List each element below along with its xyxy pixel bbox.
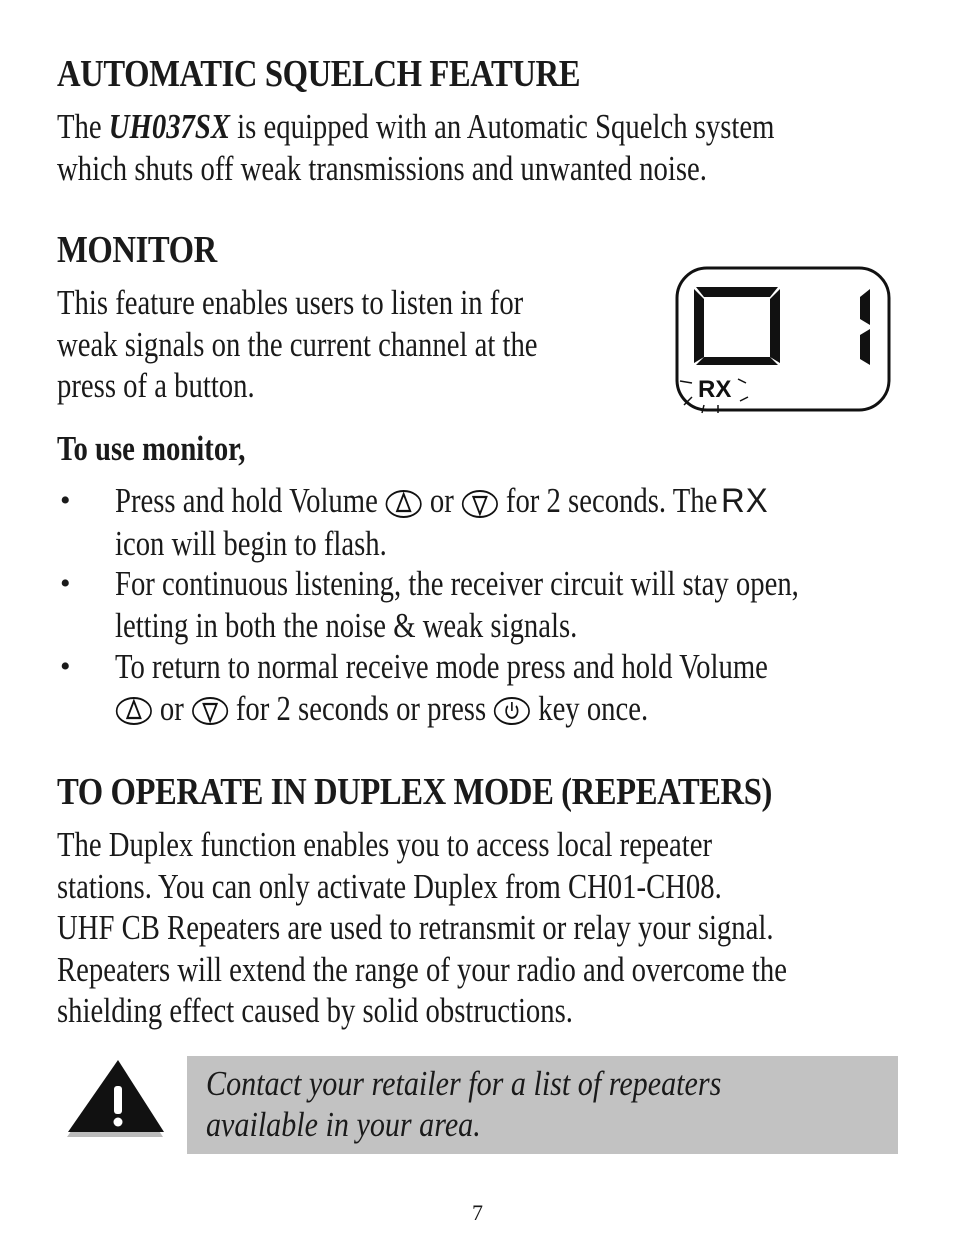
squelch-text [57, 106, 774, 189]
volume-down-key-icon [461, 489, 499, 519]
bullet-3-line-1: To return to normal receive mode press and hold Volume [115, 647, 768, 686]
bullet-2-text [115, 563, 799, 646]
bullet-2: • [60, 567, 71, 600]
bullet-1-line-1: Press and hold Volume or for 2 seconds. TheRX [115, 480, 761, 523]
duplex-heading: TO OPERATE IN DUPLEX MODE (REPEATERS) [57, 771, 772, 813]
lcd-display-illustration [672, 265, 894, 415]
duplex-line-1: The Duplex function enables you to access local repeater [57, 825, 713, 864]
duplex-line-4: Repeaters will extend the range of your radio and overcome the [57, 949, 787, 989]
bullet-2-line-2: letting in both the noise & weak signals. [115, 605, 578, 645]
note-text [206, 1063, 721, 1145]
bullet-1-line-2: icon will begin to flash. [115, 523, 387, 563]
monitor-intro [57, 282, 538, 407]
note-line-1: Contact your retailer for a list of repeaters [206, 1064, 722, 1103]
bullet-3: • [60, 650, 71, 683]
note-box [187, 1056, 898, 1154]
note-line-2: available in your area. [206, 1105, 481, 1144]
bullet-1-text [115, 480, 769, 564]
duplex-line-5: shielding effect caused by solid obstructions. [57, 991, 573, 1030]
duplex-line-3: UHF CB Repeaters are used to retransmit or relay your signal. [57, 908, 774, 947]
monitor-subheading: To use monitor, [57, 429, 246, 468]
bullet-3-text [115, 646, 768, 729]
lcd-rx-indicator: RX [698, 376, 732, 403]
duplex-text [57, 824, 787, 1032]
power-key-icon [493, 696, 531, 726]
bullet-3-line-2: or for 2 seconds or press key once. [115, 688, 768, 730]
monitor-line-3: press of a button. [57, 366, 255, 405]
volume-up-key-icon [385, 489, 423, 519]
warning-icon [62, 1056, 170, 1138]
page-number: 7 [472, 1200, 483, 1225]
volume-down-key-icon [191, 696, 229, 726]
model-name: UH037SX [108, 107, 231, 146]
squelch-heading: AUTOMATIC SQUELCH FEATURE [57, 53, 581, 95]
monitor-line-2: weak signals on the current channel at the [57, 324, 538, 364]
bullet-2-line-1: For continuous listening, the receiver circuit will stay open, [115, 564, 799, 603]
volume-up-key-icon [115, 696, 153, 726]
bullet-1: • [60, 484, 71, 517]
monitor-heading: MONITOR [57, 229, 217, 271]
duplex-line-2: stations. You can only activate Duplex from CH01-CH08. [57, 866, 722, 906]
squelch-line-1: The UH037SX is equipped with an Automatic Squelch system [57, 107, 775, 146]
squelch-line-2: which shuts off weak transmissions and unwanted noise. [57, 148, 707, 188]
monitor-line-1: This feature enables users to listen in for [57, 283, 524, 322]
rx-icon-inline: RX [720, 482, 769, 520]
